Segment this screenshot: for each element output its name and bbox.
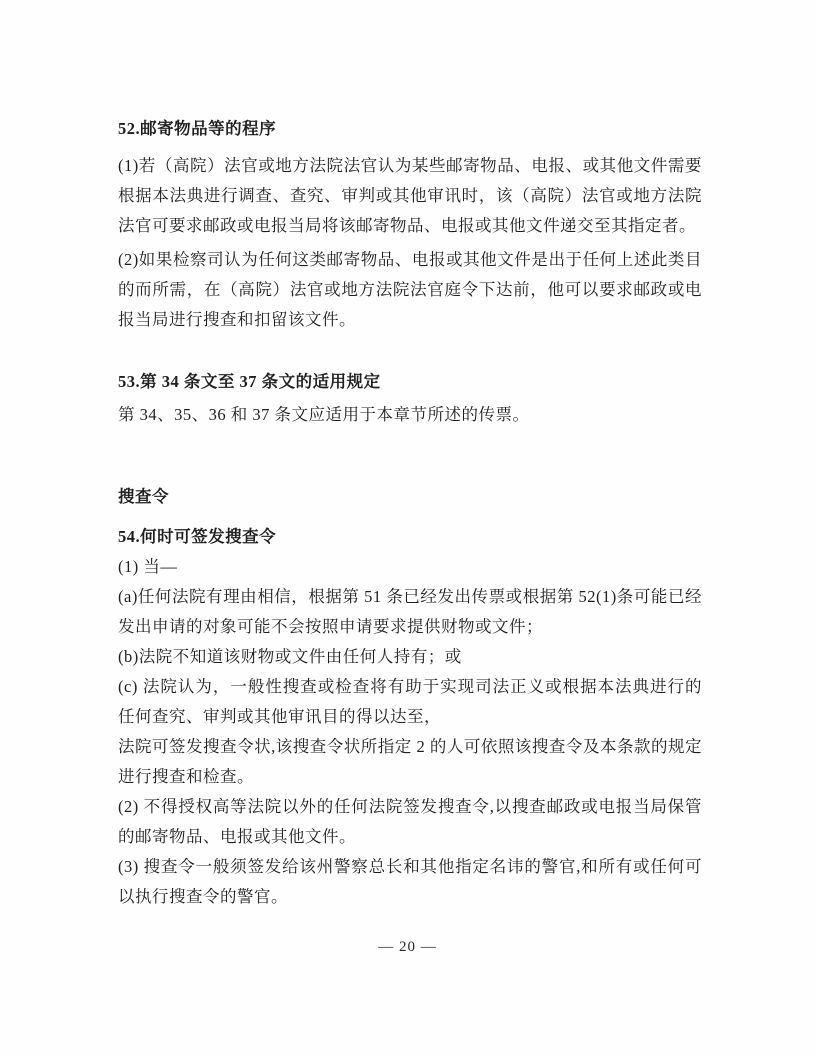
section-54-paragraph-2: (2) 不得授权高等法院以外的任何法院签发搜查令,以搜查邮政或电报当局保管的邮寄物品、电报或其他文件。	[118, 797, 702, 846]
page-number: — 20 —	[378, 939, 437, 955]
section-54-tail-paragraph: 法院可签发搜查令状,该搜查令状所指定 2 的人可依照该搜查令及本条款的规定进行搜查和检查。	[118, 737, 702, 786]
section-52-heading: 52.邮寄物品等的程序	[118, 119, 277, 138]
section-52-paragraph-1: (1)若（高院）法官或地方法院法官认为某些邮寄物品、电报、或其他文件需要根据本法典进行调查、查究、审判或其他审讯时，该（高院）法官或地方法院法官可要求邮政或电报当局将该邮寄物品、电报或其他文件递交至其指定者。	[118, 156, 702, 235]
search-warrant-subheading: 搜查令	[118, 487, 169, 506]
section-54-heading: 54.何时可签发搜查令	[118, 527, 277, 546]
section-54-item-c: (c) 法院认为，一般性搜查或检查将有助于实现司法正义或根据本法典进行的任何查究、审判或其他审讯目的得以达至，	[118, 677, 702, 726]
document-content	[118, 114, 702, 912]
page-footer	[0, 938, 815, 956]
section-54-item-a: (a)任何法院有理由相信，根据第 51 条已经发出传票或根据第 52(1)条可能已经发出申请的对象可能不会按照申请要求提供财物或文件；	[118, 587, 702, 636]
section-53-paragraph: 第 34、35、36 和 37 条文应适用于本章节所述的传票。	[118, 405, 530, 424]
section-54-intro: (1) 当—	[118, 557, 178, 576]
section-52-paragraph-2: (2)如果检察司认为任何这类邮寄物品、电报或其他文件是出于任何上述此类目的而所需，在（高院）法官或地方法院法官庭令下达前，他可以要求邮政或电报当局进行搜查和扣留该文件。	[118, 250, 702, 329]
section-54-paragraph-3: (3) 搜查令一般须签发给该州警察总长和其他指定名讳的警官,和所有或任何可以执行搜查令的警官。	[118, 857, 702, 906]
section-54-item-b: (b)法院不知道该财物或文件由任何人持有；或	[118, 647, 462, 666]
section-53-heading: 53.第 34 条文至 37 条文的适用规定	[118, 372, 381, 391]
